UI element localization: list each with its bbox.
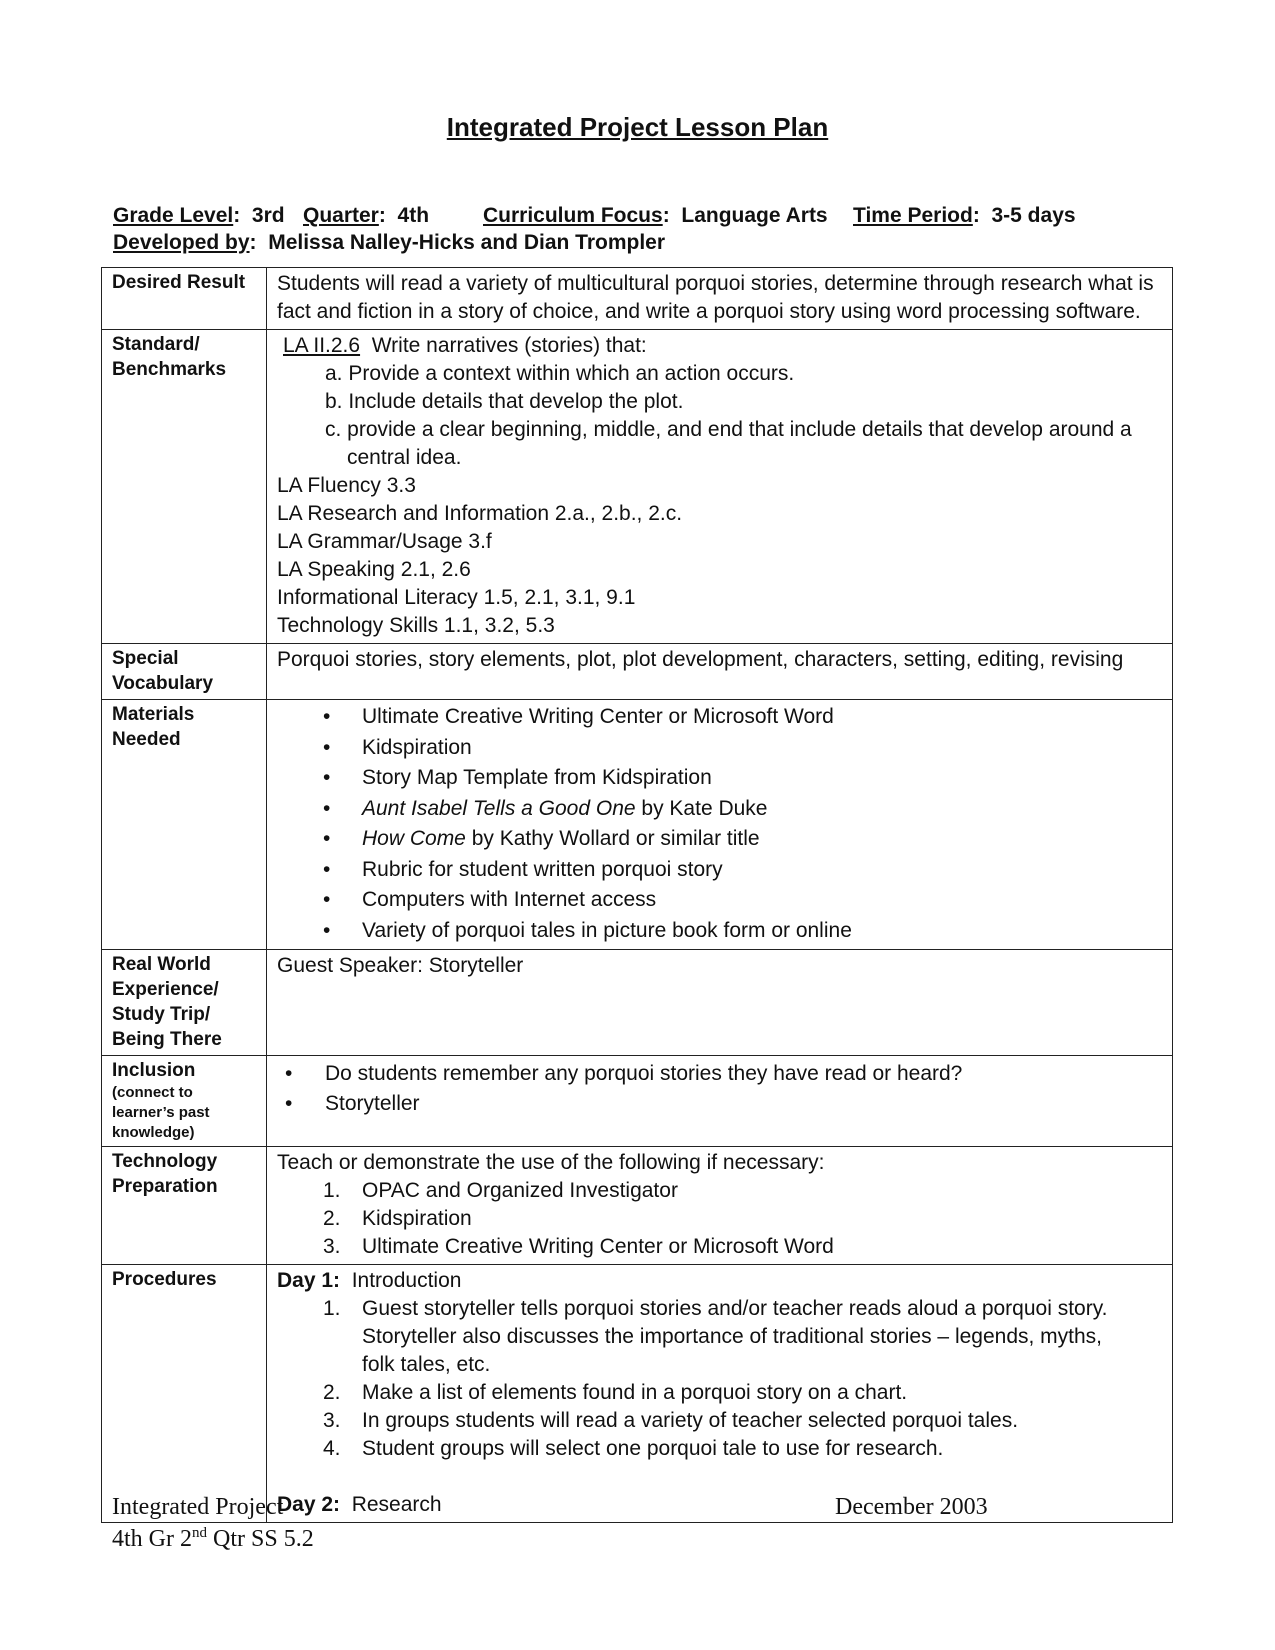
desired-result-text: Students will read a variety of multicultural porquoi stories, determine through research what is fact and fiction in a story of choice, and write a porquoi story using word processing software. xyxy=(267,268,1173,330)
footer-date: December 2003 xyxy=(835,1494,988,1520)
day-2-heading: Day 2: Research xyxy=(277,1493,442,1516)
curriculum-focus: Curriculum Focus: Language Arts xyxy=(483,204,828,227)
row-technology-preparation xyxy=(102,1147,1173,1265)
footer-left-1: Integrated Project xyxy=(112,1494,284,1520)
list-item: 1. OPAC and Organized Investigator xyxy=(323,1179,678,1202)
materials-list xyxy=(267,700,1173,950)
developed-by: Developed by: Melissa Nalley-Hicks and Dian Trompler xyxy=(113,231,666,254)
inclusion-list xyxy=(267,1056,1173,1147)
time-period: Time Period: 3-5 days xyxy=(853,204,1076,227)
standard-line: Technology Skills 1.1, 3.2, 5.3 xyxy=(277,614,555,637)
technology-content: Teach or demonstrate the use of the following if necessary: 1. OPAC and Organized Investigator 2. Kidspiration 3. Ultimate Creative Writing Center or Microsoft Word xyxy=(267,1147,1173,1265)
procedures-content xyxy=(267,1265,1173,1523)
standard-code: LA II.2.6 xyxy=(283,334,361,357)
row-label: Standard/ Benchmarks xyxy=(102,330,267,644)
footer-left-2: 4th Gr 2nd Qtr SS 5.2 xyxy=(112,1525,314,1552)
list-item: • Story Map Template from Kidspiration xyxy=(277,763,1164,794)
list-item: • Storyteller xyxy=(277,1089,1164,1119)
row-materials-needed xyxy=(102,700,1173,950)
row-label: Special Vocabulary xyxy=(102,644,267,700)
list-item: • Ultimate Creative Writing Center or Microsoft Word xyxy=(277,702,1164,733)
list-item: • Computers with Internet access xyxy=(277,885,1164,916)
row-label: Procedures xyxy=(102,1265,267,1523)
row-standard-benchmarks xyxy=(102,330,1173,644)
row-special-vocabulary xyxy=(102,644,1173,700)
row-procedures xyxy=(102,1265,1173,1523)
list-item: 3. In groups students will read a variety of teacher selected porquoi tales. xyxy=(323,1409,1019,1432)
list-item: 1. Guest storyteller tells porquoi stories and/or teacher reads aloud a porquoi story. Storyteller also discusses the importance of traditional stories – legends, myths, folk tales, etc. xyxy=(323,1297,1108,1376)
row-real-world xyxy=(102,950,1173,1056)
row-label: Materials Needed xyxy=(102,700,267,950)
quarter: Quarter: 4th xyxy=(303,204,430,227)
page-title: Integrated Project Lesson Plan xyxy=(446,112,829,142)
row-label: Desired Result xyxy=(102,268,267,330)
standards-content: LA II.2.6 Write narratives (stories) that: a. Provide a context within which an action occurs. b. Include details that develop the plot. c. provide a clear beginning, middle, and end that include details that develop around a central idea. LA Fluency 3.3 LA Research and Information 2.a., 2.b., 2.c. LA Grammar/Usage 3.f LA Speaking 2.1, 2.6 Informational Literacy 1.5, 2.1, 3.1, 9.1 Technology Skills 1.1, 3.2, 5.3 xyxy=(267,330,1173,644)
row-label: Real World Experience/ Study Trip/ Being There xyxy=(102,950,267,1056)
row-label: Technology Preparation xyxy=(102,1147,267,1265)
row-inclusion xyxy=(102,1056,1173,1147)
real-world-text: Guest Speaker: Storyteller xyxy=(267,950,1173,1056)
standard-line: LA Speaking 2.1, 2.6 xyxy=(277,558,471,581)
header-line-1 xyxy=(113,204,1173,230)
list-item: • Do students remember any porquoi stories they have read or heard? xyxy=(277,1059,1164,1089)
vocabulary-text: Porquoi stories, story elements, plot, plot development, characters, setting, editing, revising xyxy=(267,644,1173,700)
list-item: • Kidspiration xyxy=(277,733,1164,764)
list-item: 2. Make a list of elements found in a porquoi story on a chart. xyxy=(323,1381,908,1404)
list-item: • Aunt Isabel Tells a Good One by Kate Duke xyxy=(277,794,1164,825)
standard-line: Informational Literacy 1.5, 2.1, 3.1, 9.1 xyxy=(277,586,636,609)
row-desired-result xyxy=(102,268,1173,330)
lesson-plan-table xyxy=(101,267,1173,1523)
standard-line: LA Grammar/Usage 3.f xyxy=(277,530,492,553)
list-item: • How Come by Kathy Wollard or similar title xyxy=(277,824,1164,855)
list-item: 2. Kidspiration xyxy=(323,1207,472,1230)
list-item: 3. Ultimate Creative Writing Center or Microsoft Word xyxy=(323,1235,834,1258)
standard-line: LA Research and Information 2.a., 2.b., 2.c. xyxy=(277,502,683,525)
list-item: • Variety of porquoi tales in picture book form or online xyxy=(277,916,1164,947)
row-label: Inclusion (connect to learner’s past knowledge) xyxy=(102,1056,267,1147)
list-item: 4. Student groups will select one porquoi tale to use for research. xyxy=(323,1437,944,1460)
day-1-heading: Day 1: Introduction xyxy=(277,1269,462,1292)
standard-line: LA Fluency 3.3 xyxy=(277,474,416,497)
grade-level: Grade Level: 3rd xyxy=(113,204,285,227)
list-item: • Rubric for student written porquoi story xyxy=(277,855,1164,886)
